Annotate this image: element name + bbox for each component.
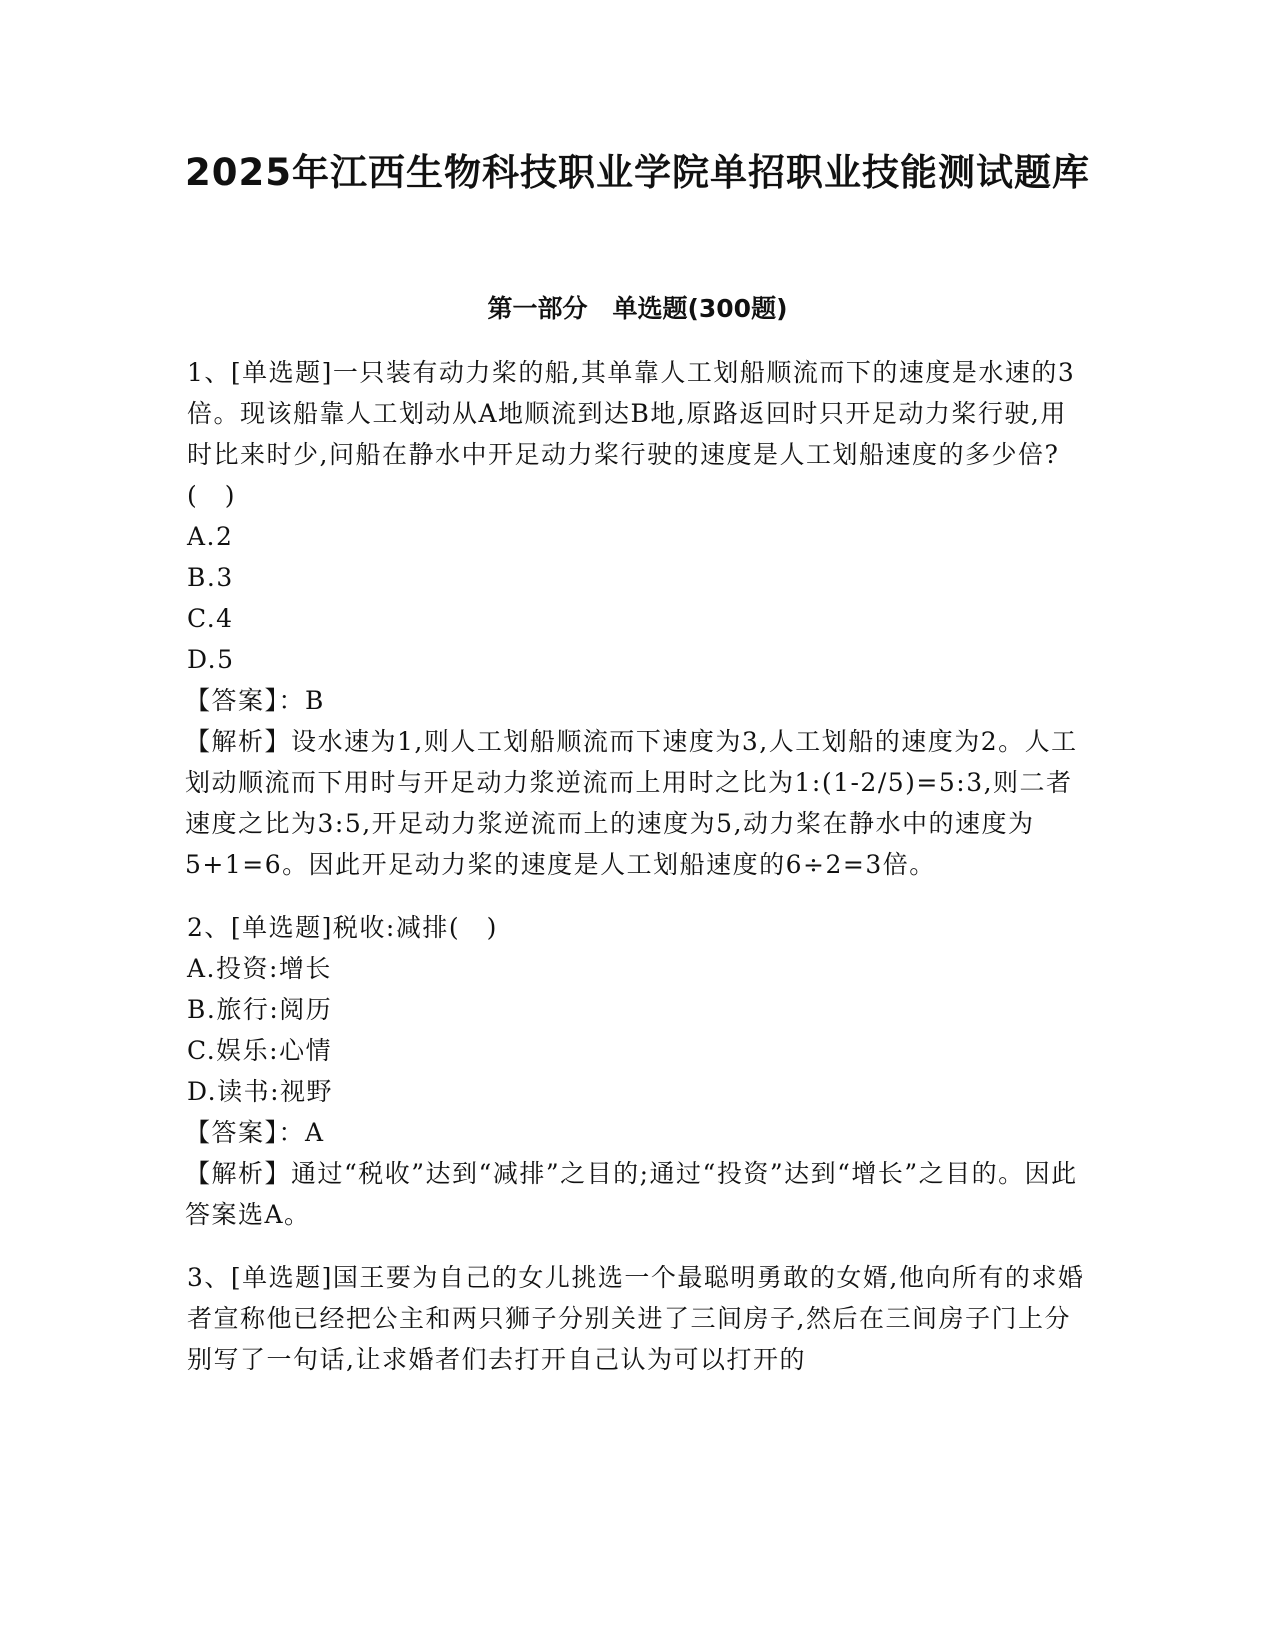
option-d: D.读书:视野 <box>187 1077 334 1106</box>
question-3 <box>187 1257 1087 1380</box>
answer-line: 【答案】：B <box>185 686 325 715</box>
answer-line: 【答案】：A <box>185 1118 325 1147</box>
analysis-text: 【解析】设水速为1,则人工划船顺流而下速度为3,人工划船的速度为2。人工划动顺流而下用时与开足动力浆逆流而上用时之比为1:(1-2/5)=5:3,则二者速度之比为3:5,开足动力浆逆流而上的速度为5,动力桨在静水中的速度为5+1=6。因此开足动力桨的速度是人工划船速度的6÷2=3倍。 <box>185 727 1078 879</box>
question-text: 1、[单选题]一只装有动力桨的船,其单靠人工划船顺流而下的速度是水速的3倍。现该船靠人工划动从A地顺流到达B地,原路返回时只开足动力桨行驶,用时比来时少,问船在静水中开足动力桨行驶的速度是人工划船速度的多少倍?( ) <box>187 358 1076 510</box>
option-c: C.娱乐:心情 <box>187 1036 333 1065</box>
option-a: A.投资:增长 <box>187 954 332 983</box>
option-c: C.4 <box>187 604 234 633</box>
analysis-text: 【解析】通过“税收”达到“减排”之目的;通过“投资”达到“增长”之目的。因此答案选A。 <box>185 1159 1078 1229</box>
question-1 <box>187 352 1087 885</box>
section-heading: 第一部分 单选题(300题) <box>487 294 788 323</box>
document-title: 2025年江西生物科技职业学院单招职业技能测试题库 <box>185 151 1090 194</box>
option-b: B.旅行:阅历 <box>187 995 333 1024</box>
question-list <box>187 352 1087 1402</box>
question-2 <box>187 907 1087 1235</box>
option-a: A.2 <box>187 522 234 551</box>
option-b: B.3 <box>187 563 234 592</box>
question-text: 3、[单选题]国王要为自己的女儿挑选一个最聪明勇敢的女婿,他向所有的求婚者宣称他已经把公主和两只狮子分别关进了三间房子,然后在三间房子门上分别写了一句话,让求婚者们去打开自己认为可以打开的 <box>187 1263 1085 1374</box>
option-d: D.5 <box>187 645 235 674</box>
question-text: 2、[单选题]税收:减排( ) <box>187 913 498 942</box>
